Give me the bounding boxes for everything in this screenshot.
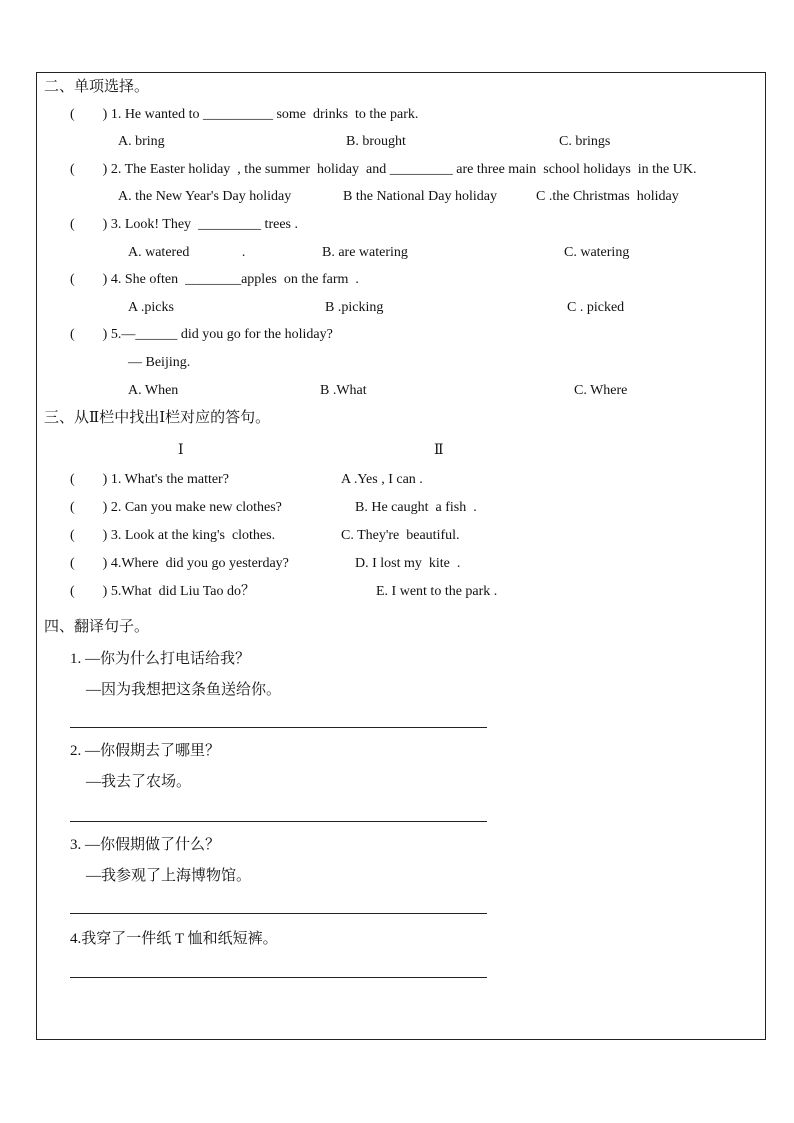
translate-3-question: 3. —你假期做了什么？ [70,837,221,853]
question-3-option-c: C. watering [564,245,630,260]
translate-3-answer: —我参观了上海博物馆。 [86,868,252,884]
question-3-option-b: B. are watering [322,245,408,260]
translate-1-answer: —因为我想把这条鱼送给你。 [86,682,282,698]
question-4-option-b: B .picking [325,300,384,315]
answer-line-3 [70,913,487,914]
translate-2-answer: —我去了农场。 [86,774,192,790]
match-right-d: D. I lost my kite . [355,556,461,571]
question-5-line: ( ) 5.—______ did you go for the holiday? [70,327,333,342]
question-2-option-a: A. the New Year's Day holiday [118,189,292,204]
question-2-option-b: B the National Day holiday [343,189,497,204]
column-2-header: Ⅱ [434,443,444,458]
question-3-option-a: A. watered . [128,245,246,260]
question-5-option-b: B .What [320,383,367,398]
question-1-option-b: B. brought [346,134,406,149]
match-left-1: ( ) 1. What's the matter? [70,472,229,487]
match-left-5: ( ) 5.What did Liu Tao do？ [70,584,256,599]
match-right-a: A .Yes , I can . [341,472,423,487]
translate-1-question: 1. —你为什么打电话给我？ [70,651,251,667]
translate-4-question: 4.我穿了一件纸 T 恤和纸短裤。 [70,931,278,947]
question-1-line: ( ) 1. He wanted to __________ some drinks to the park. [70,107,419,122]
question-4-line: ( ) 4. She often ________apples on the farm . [70,272,359,287]
question-1-option-c: C. brings [559,134,611,149]
section4-heading: 四、翻译句子。 [44,619,150,635]
question-2-line: ( ) 2. The Easter holiday , the summer holiday and _________ are three main school holidays in the UK. [70,162,697,177]
question-1-option-a: A. bring [118,134,165,149]
question-4-option-c: C . picked [567,300,625,315]
section2-heading: 二、单项选择。 [44,79,150,95]
question-4-option-a: A .picks [128,300,174,315]
match-left-2: ( ) 2. Can you make new clothes? [70,500,282,515]
answer-line-4 [70,977,487,978]
match-right-c: C. They're beautiful. [341,528,460,543]
answer-line-2 [70,821,487,822]
question-2-option-c: C .the Christmas holiday [536,189,679,204]
question-3-line: ( ) 3. Look! They _________ trees . [70,217,298,232]
match-left-3: ( ) 3. Look at the king's clothes. [70,528,276,543]
translate-2-question: 2. —你假期去了哪里？ [70,743,221,759]
question-5-option-c: C. Where [574,383,628,398]
question-5-option-a: A. When [128,383,179,398]
match-right-e: E. I went to the park . [376,584,498,599]
match-left-4: ( ) 4.Where did you go yesterday? [70,556,289,571]
section3-heading: 三、从Ⅱ栏中找出Ⅰ栏对应的答句。 [44,410,271,426]
column-1-header: Ⅰ [178,443,184,458]
question-5-answer: — Beijing. [128,355,191,370]
answer-line-1 [70,727,487,728]
match-right-b: B. He caught a fish . [355,500,477,515]
